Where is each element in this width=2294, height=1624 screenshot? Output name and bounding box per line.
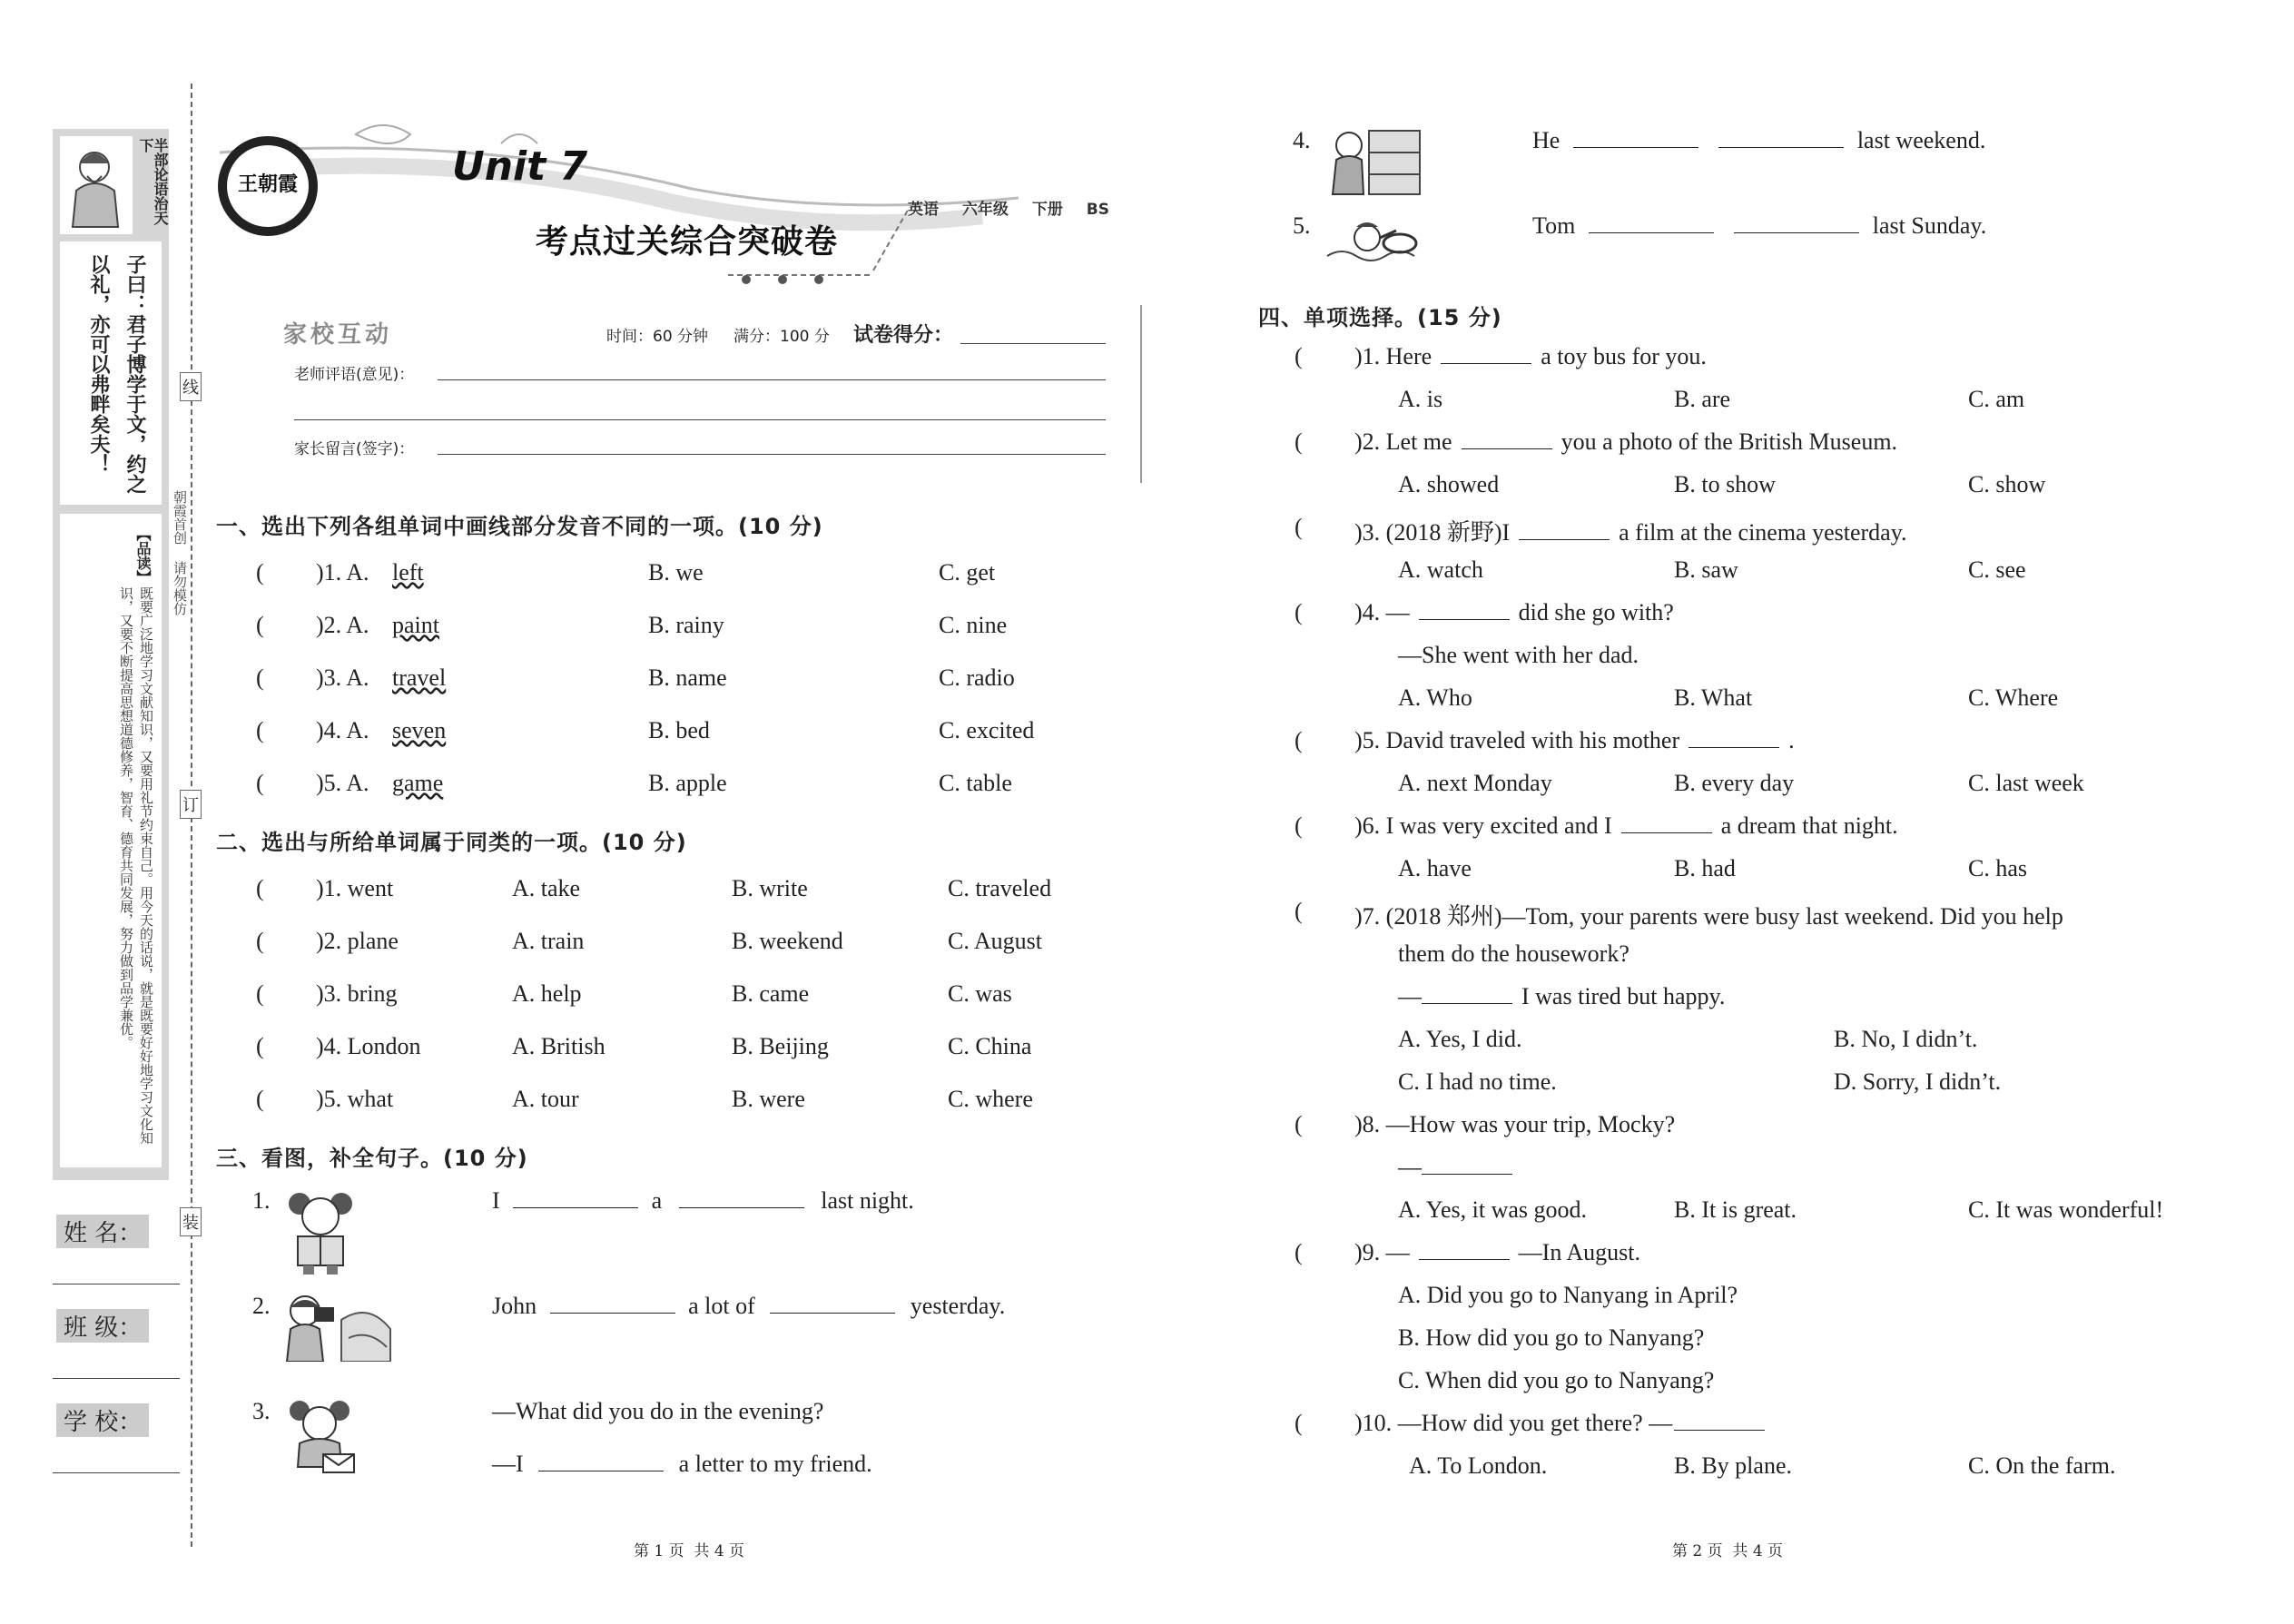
option-b: B. bed bbox=[648, 717, 710, 743]
option-a[interactable]: A. next Monday bbox=[1398, 770, 1552, 796]
answer-bracket[interactable]: ( bbox=[1295, 1410, 1303, 1436]
option-b[interactable]: B. By plane. bbox=[1674, 1452, 1792, 1479]
section1-title: 一、选出下列各组单词中画线部分发音不同的一项。(10 分) bbox=[216, 514, 823, 539]
unit-title: Unit 7 bbox=[452, 143, 588, 190]
dialog-line: them do the housework? bbox=[1398, 940, 1629, 967]
option-b: B. weekend bbox=[732, 928, 843, 954]
option-a: A. take bbox=[512, 875, 581, 901]
section3-title: 三、看图，补全句子。(10 分) bbox=[216, 1146, 528, 1171]
option-a[interactable]: A. have bbox=[1398, 855, 1472, 881]
question-word: )4. London bbox=[316, 1033, 421, 1059]
school-label: 学 校： bbox=[56, 1403, 149, 1437]
s3-item-3-line2 bbox=[492, 1451, 872, 1478]
answer-blank[interactable] bbox=[1674, 1429, 1765, 1431]
option-a[interactable]: A. To London. bbox=[1409, 1452, 1548, 1479]
option-a[interactable]: A. Yes, I did. bbox=[1398, 1026, 1522, 1052]
question-stem bbox=[1354, 1410, 1765, 1437]
dialog-line: —She went with her dad. bbox=[1398, 642, 1639, 668]
s3-text: last weekend. bbox=[1856, 127, 1986, 153]
answer-blank[interactable] bbox=[1718, 146, 1844, 148]
cut-mark-3: 装 bbox=[180, 1207, 202, 1236]
s3-text: Tom bbox=[1532, 212, 1576, 239]
stem-text: )3. (2018 新野)I bbox=[1354, 519, 1511, 546]
answer-blank[interactable] bbox=[550, 1312, 675, 1314]
stem-text: you a photo of the British Museum. bbox=[1561, 428, 1898, 455]
answer-blank[interactable] bbox=[1422, 1173, 1512, 1175]
sidebar-motto: 半部论语治天下 bbox=[137, 138, 169, 225]
teacher-comment-field-2[interactable] bbox=[294, 419, 1106, 420]
question-word: )1. went bbox=[316, 875, 394, 901]
option-c[interactable]: C. Where bbox=[1968, 684, 2059, 711]
question-stem bbox=[1354, 514, 1907, 547]
option-a: left bbox=[392, 559, 424, 586]
option-a[interactable]: A. showed bbox=[1398, 471, 1500, 497]
option-a: A. help bbox=[512, 980, 582, 1007]
stem-text: a dream that night. bbox=[1720, 812, 1898, 839]
s3-text: last Sunday. bbox=[1872, 212, 1987, 239]
s3-item-3-line1: —What did you do in the evening? bbox=[492, 1398, 824, 1424]
stem-text: a toy bus for you. bbox=[1541, 343, 1707, 369]
s3-num-5: 5. bbox=[1293, 212, 1311, 239]
option-c: C. radio bbox=[939, 664, 1015, 691]
option-b: B. apple bbox=[648, 770, 727, 796]
answer-bracket[interactable]: ( bbox=[256, 1033, 264, 1059]
answer-bracket[interactable]: ( bbox=[256, 980, 264, 1007]
reading-text: 既要广泛地学习文献知识，又要用礼节约束自己。用今天的话说，就是既要好好地学习文化知识，又要不断提高思想道德修养，智育、德育共同发展，努力做到品学兼优。 bbox=[118, 586, 154, 1145]
question-number: )1. A. bbox=[316, 559, 369, 586]
teacher-comment-label: 老师评语(意见)： bbox=[294, 366, 415, 384]
stem-text: did she go with? bbox=[1518, 599, 1674, 625]
answer-bracket[interactable]: ( bbox=[1295, 898, 1303, 924]
answer-blank[interactable] bbox=[1734, 231, 1859, 233]
option-c[interactable]: C. has bbox=[1968, 855, 2027, 881]
class-field[interactable] bbox=[53, 1378, 180, 1379]
option-a[interactable]: A. Who bbox=[1398, 684, 1472, 711]
question-stem bbox=[1354, 1111, 1675, 1138]
reading-box bbox=[60, 514, 162, 1167]
stem-text: —In August. bbox=[1518, 1239, 1641, 1265]
answer-blank[interactable] bbox=[1589, 231, 1714, 233]
answer-bracket[interactable]: ( bbox=[256, 770, 264, 796]
option-a: A. British bbox=[512, 1033, 605, 1059]
name-label: 姓 名： bbox=[56, 1215, 149, 1248]
answer-bracket[interactable]: ( bbox=[256, 717, 264, 743]
tag-edition: BS bbox=[1086, 201, 1109, 219]
question-stem bbox=[1354, 727, 1795, 754]
side-note: 朝霞首创 请勿模仿 bbox=[172, 490, 188, 615]
stem-text: )10. —How did you get there? — bbox=[1354, 1410, 1673, 1436]
answer-bracket[interactable]: ( bbox=[256, 612, 264, 638]
home-school-label: 家校互动 bbox=[283, 321, 393, 349]
parent-message-label: 家长留言(签字)： bbox=[294, 440, 415, 458]
exam-time: 时间：60 分钟 bbox=[606, 328, 709, 346]
s3-text: —I bbox=[492, 1451, 524, 1477]
s3-item-2 bbox=[492, 1293, 1005, 1320]
stem-text: )2. Let me bbox=[1354, 428, 1452, 455]
quote-line-1: 子曰：君子博学于文，约之 bbox=[123, 254, 146, 494]
option-c: C. where bbox=[948, 1086, 1033, 1112]
reading-label: 【品读】 bbox=[134, 527, 152, 585]
answer-blank[interactable] bbox=[679, 1206, 804, 1208]
option-c: C. nine bbox=[939, 612, 1008, 638]
stem-text: )8. —How was your trip, Mocky? bbox=[1354, 1111, 1676, 1137]
answer-blank[interactable] bbox=[770, 1312, 895, 1314]
option-c: C. China bbox=[948, 1033, 1032, 1059]
stem-text: — bbox=[1398, 1154, 1422, 1180]
quote-box bbox=[60, 241, 162, 505]
question-stem bbox=[1354, 343, 1707, 370]
answer-bracket[interactable]: ( bbox=[1295, 812, 1303, 839]
question-word: )5. what bbox=[316, 1086, 394, 1112]
answer-bracket[interactable]: ( bbox=[1295, 1239, 1303, 1265]
option-c[interactable]: C. On the farm. bbox=[1968, 1452, 2116, 1479]
answer-blank[interactable] bbox=[1462, 448, 1552, 449]
option-c: C. table bbox=[939, 770, 1012, 796]
option-a[interactable]: A. watch bbox=[1398, 556, 1483, 583]
option-a: A. train bbox=[512, 928, 585, 954]
question-number: )3. A. bbox=[316, 664, 369, 691]
option-c[interactable]: C. see bbox=[1968, 556, 2026, 583]
parent-message-field[interactable] bbox=[438, 454, 1106, 455]
section4-title: 四、单项选择。(15 分) bbox=[1258, 305, 1502, 330]
subject-tags bbox=[908, 196, 1109, 219]
answer-blank[interactable] bbox=[1573, 146, 1698, 148]
answer-blank[interactable] bbox=[538, 1470, 664, 1471]
option-c: C. get bbox=[939, 559, 996, 586]
section2-title: 二、选出与所给单词属于同类的一项。(10 分) bbox=[216, 830, 687, 855]
answer-blank[interactable] bbox=[1419, 1258, 1510, 1260]
score-label: 试卷得分： bbox=[853, 324, 954, 347]
option-b: B. we bbox=[648, 559, 704, 586]
answer-bracket[interactable]: ( bbox=[1295, 514, 1303, 540]
tag-subject: 英语 bbox=[908, 201, 939, 219]
answer-bracket[interactable]: ( bbox=[256, 875, 264, 901]
picture-girl-reading bbox=[281, 1189, 359, 1276]
question-stem bbox=[1354, 599, 1674, 626]
question-number: )5. A. bbox=[316, 770, 369, 796]
s3-text: I bbox=[492, 1187, 500, 1214]
option-c: C. excited bbox=[939, 717, 1035, 743]
question-number: )2. A. bbox=[316, 612, 369, 638]
logo-text: 王朝霞 bbox=[237, 173, 298, 196]
stem-text: a film at the cinema yesterday. bbox=[1619, 519, 1907, 546]
option-c: C. was bbox=[948, 980, 1012, 1007]
answer-blank[interactable] bbox=[1441, 362, 1531, 364]
option-c[interactable]: C. I had no time. bbox=[1398, 1068, 1557, 1095]
answer-blank[interactable] bbox=[1422, 1002, 1512, 1004]
option-b[interactable]: B. are bbox=[1674, 386, 1731, 412]
option-b[interactable]: B. had bbox=[1674, 855, 1736, 881]
question-stem bbox=[1354, 898, 2063, 931]
s3-text: He bbox=[1532, 127, 1561, 153]
option-a: A. tour bbox=[512, 1086, 579, 1112]
answer-blank[interactable] bbox=[1419, 618, 1510, 620]
option-b: B. Beijing bbox=[732, 1033, 829, 1059]
answer-bracket[interactable]: ( bbox=[1295, 1111, 1303, 1137]
school-field[interactable] bbox=[53, 1472, 180, 1473]
answer-bracket[interactable]: ( bbox=[1295, 727, 1303, 753]
s3-text: John bbox=[492, 1293, 537, 1319]
s3-text: yesterday. bbox=[910, 1293, 1006, 1319]
tag-grade: 六年级 bbox=[961, 201, 1009, 219]
answer-bracket[interactable]: ( bbox=[256, 1086, 264, 1112]
s3-text: a letter to my friend. bbox=[678, 1451, 872, 1477]
option-a[interactable]: A. is bbox=[1398, 386, 1443, 412]
option-b[interactable]: B. to show bbox=[1674, 471, 1776, 497]
picture-girl-writing bbox=[285, 1398, 358, 1478]
option-c[interactable]: C. show bbox=[1968, 471, 2046, 497]
question-number: )4. A. bbox=[316, 717, 369, 743]
exam-full-score: 满分：100 分 bbox=[733, 328, 830, 346]
s3-num-3: 3. bbox=[252, 1398, 271, 1424]
question-word: )3. bring bbox=[316, 980, 398, 1007]
option-a: seven bbox=[392, 717, 447, 743]
option-b: B. were bbox=[732, 1086, 805, 1112]
answer-bracket[interactable]: ( bbox=[1295, 599, 1303, 625]
page-footer-2: 第 2 页 共 4 页 bbox=[1672, 1542, 1784, 1560]
cut-mark-1: 线 bbox=[180, 372, 202, 401]
s3-num-2: 2. bbox=[252, 1293, 271, 1319]
answer-bracket[interactable]: ( bbox=[256, 664, 264, 691]
confucius-figure bbox=[60, 136, 133, 234]
option-b[interactable]: B. saw bbox=[1674, 556, 1738, 583]
option-b[interactable]: B. It is great. bbox=[1674, 1196, 1797, 1223]
option-a: travel bbox=[392, 664, 447, 691]
quote-line-2: 以礼，亦可以弗畔矣夫！ bbox=[87, 254, 110, 474]
s3-item-5 bbox=[1532, 212, 1986, 240]
option-b[interactable]: B. What bbox=[1674, 684, 1753, 711]
stem-text: )1. Here bbox=[1354, 343, 1433, 369]
stem-text: I was tired but happy. bbox=[1521, 983, 1726, 1009]
question-stem bbox=[1354, 1239, 1640, 1266]
option-b: B. name bbox=[648, 664, 727, 691]
tag-volume: 下册 bbox=[1031, 201, 1063, 219]
s3-item-1 bbox=[492, 1187, 914, 1215]
picture-boy-photo bbox=[278, 1293, 392, 1362]
picture-boy-cleaning bbox=[1324, 127, 1423, 198]
s3-num-1: 1. bbox=[252, 1187, 271, 1214]
dialog-line bbox=[1398, 1154, 1512, 1181]
s3-text: last night. bbox=[821, 1187, 914, 1214]
question-word: )2. plane bbox=[316, 928, 399, 954]
answer-bracket[interactable]: ( bbox=[1295, 428, 1303, 455]
option-c: C. August bbox=[948, 928, 1043, 954]
stem-text: )7. (2018 郑州)—Tom, your parents were busy last weekend. Did you help bbox=[1354, 903, 2063, 930]
option-a: paint bbox=[392, 612, 439, 638]
option-c[interactable]: C. It was wonderful! bbox=[1968, 1196, 2164, 1223]
publisher-logo bbox=[218, 136, 318, 236]
answer-blank[interactable] bbox=[1519, 538, 1610, 540]
answer-blank[interactable] bbox=[1689, 746, 1779, 748]
option-b[interactable]: B. every day bbox=[1674, 770, 1795, 796]
s3-num-4: 4. bbox=[1293, 127, 1311, 153]
option-b: B. write bbox=[732, 875, 808, 901]
s3-text: a lot of bbox=[688, 1293, 755, 1319]
answer-bracket[interactable]: ( bbox=[1295, 343, 1303, 369]
stem-text: . bbox=[1788, 727, 1795, 753]
question-stem bbox=[1354, 428, 1897, 456]
option-b: B. rainy bbox=[648, 612, 724, 638]
paper-title: 考点过关综合突破卷 bbox=[536, 222, 839, 261]
option-c[interactable]: C. last week bbox=[1968, 770, 2084, 796]
stem-text: )6. I was very excited and I bbox=[1354, 812, 1612, 839]
s3-item-4 bbox=[1532, 127, 1985, 154]
picture-boy-swimming bbox=[1324, 214, 1425, 272]
option-a: game bbox=[392, 770, 444, 796]
option-c[interactable]: C. am bbox=[1968, 386, 2025, 412]
score-field[interactable] bbox=[960, 343, 1106, 344]
teacher-comment-field[interactable] bbox=[438, 379, 1106, 380]
answer-blank[interactable] bbox=[513, 1206, 638, 1208]
option-b[interactable]: B. How did you go to Nanyang? bbox=[1398, 1324, 1705, 1351]
option-d[interactable]: D. Sorry, I didn’t. bbox=[1834, 1068, 2002, 1095]
answer-blank[interactable] bbox=[1621, 832, 1712, 833]
page-footer-1: 第 1 页 共 4 页 bbox=[634, 1542, 745, 1560]
option-b[interactable]: B. No, I didn’t. bbox=[1834, 1026, 1978, 1052]
option-c: C. traveled bbox=[948, 875, 1052, 901]
answer-bracket[interactable]: ( bbox=[256, 559, 264, 586]
option-c[interactable]: C. When did you go to Nanyang? bbox=[1398, 1367, 1715, 1393]
sidebar-panel bbox=[53, 129, 169, 1180]
s3-text: a bbox=[651, 1187, 663, 1214]
option-b: B. came bbox=[732, 980, 810, 1007]
stem-text: )5. David traveled with his mother bbox=[1354, 727, 1680, 753]
answer-bracket[interactable]: ( bbox=[256, 928, 264, 954]
stem-text: )9. — bbox=[1354, 1239, 1410, 1265]
question-stem bbox=[1354, 812, 1898, 840]
cut-mark-2: 订 bbox=[180, 790, 202, 819]
option-a[interactable]: A. Yes, it was good. bbox=[1398, 1196, 1588, 1223]
class-label: 班 级： bbox=[56, 1309, 149, 1343]
dialog-line: — I was tired but happy. bbox=[1398, 983, 1726, 1009]
option-a[interactable]: A. Did you go to Nanyang in April? bbox=[1398, 1282, 1738, 1308]
stem-text: )4. — bbox=[1354, 599, 1410, 625]
